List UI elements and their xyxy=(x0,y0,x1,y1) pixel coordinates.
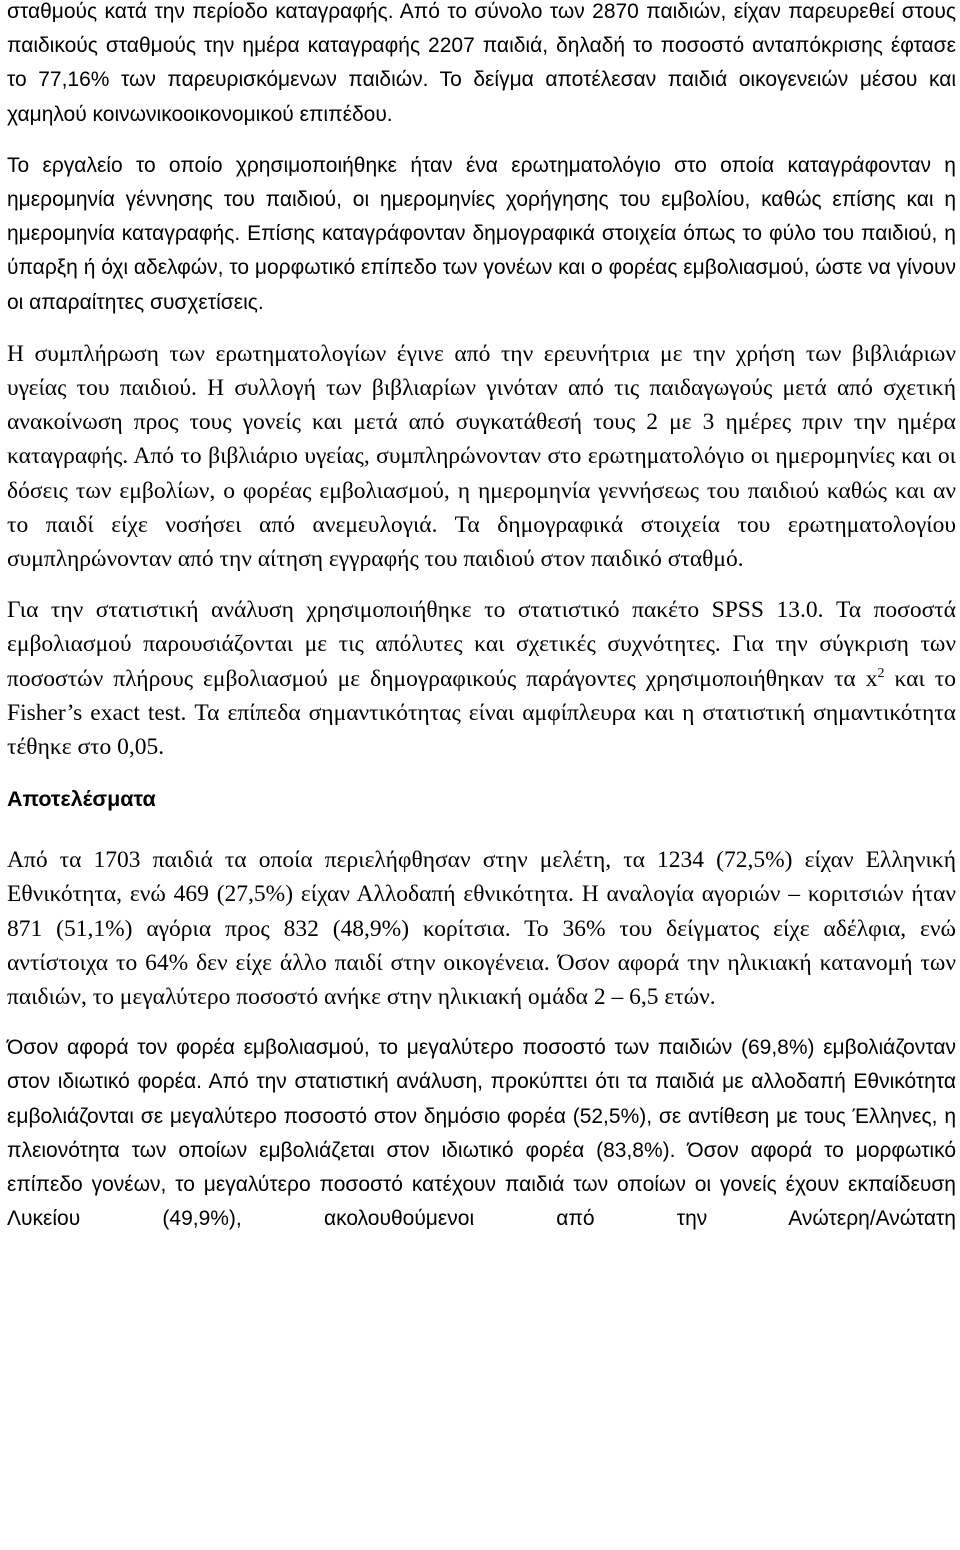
paragraph-sample-description: σταθμούς κατά την περίοδο καταγραφής. Από το σύνολο των 2870 παιδιών, είχαν παρευρεθεί στους παιδικούς σταθμούς την ημέρα καταγραφής 2207 παιδιά, δηλαδή το ποσοστό ανταπόκρισης έφτασε το 77,16% των παρευρισκόμενων παιδιών. Το δείγμα αποτέλεσαν παιδιά οικογενειών μέσου και χαμηλού κοινωνικοοικονομικού επιπέδου. xyxy=(7,0,956,126)
stats-superscript: 2 xyxy=(877,665,885,681)
results-heading: Αποτελέσματα xyxy=(7,787,156,812)
paragraph-results-vaccination-provider: Όσον αφορά τον φορέα εμβολιασμού, το μεγαλύτερο ποσοστό των παιδιών (69,8%) εμβολιάζονταν στον ιδιωτικό φορέα. Από την στατιστική ανάλυση, προκύπτει ότι τα παιδιά με αλλοδαπή Εθνικότητα εμβολιάζονται σε μεγαλύτερο ποσοστό στον δημόσιο φορέα (52,5%), σε αντίθεση με τους Έλληνες, η πλειονότητα των οποίων εμβολιάζεται στον ιδιωτικό φορέα (83,8%). Όσον αφορά το μορφωτικό επίπεδο γονέων, το μεγαλύτερο ποσοστό κατέχουν παιδιά των οποίων οι γονείς έχουν εκπαίδευση Λυκείου (49,9%), ακολουθούμενοι από την Ανώτερη/Ανώτατη xyxy=(7,1036,956,1231)
paragraph-data-collection: Η συμπλήρωση των ερωτηματολογίων έγινε από την ερευνήτρια με την χρήση των βιβλιάριων υγείας του παιδιού. Η συλλογή των βιβλιαρίων γινόταν από τις παιδαγωγούς μετά από σχετική ανακοίνωση προς τους γονείς και μετά από συγκατάθεσή τους 2 με 3 ημέρες πριν την ημέρα καταγραφής. Από το βιβλιάριο υγείας, συμπληρώνονταν στο ερωτηματολόγιο οι ημερομηνίες και οι δόσεις των εμβολίων, ο φορέας εμβολιασμού, η ημερομηνία γεννήσεως του παιδιού καθώς και αν το παιδί είχε νοσήσει από ανεμευλογιά. Τα δημογραφικά στοιχεία του ερωτηματολογίου συμπληρώνονταν από την αίτηση εγγραφής του παιδιού στον παιδικό σταθμό. xyxy=(7,340,956,573)
paragraph-statistical-analysis xyxy=(7,593,956,764)
paragraph-questionnaire-tool: Το εργαλείο το οποίο χρησιμοποιήθηκε ήταν ένα ερωτηματολόγιο στο οποία καταγράφονταν η ημερομηνία γέννησης του παιδιού, οι ημερομηνίες χορήγησης του εμβολίου, καθώς επίσης και η ημερομηνία καταγραφής. Επίσης καταγράφονταν δημογραφικά στοιχεία όπως το φύλο του παιδιού, η ύπαρξη ή όχι αδελφών, το μορφωτικό επίπεδο των γονέων και ο φορέας εμβολιασμού, ώστε να γίνουν οι απαραίτητες συσχετίσεις. xyxy=(7,153,956,314)
stats-text-part1: Για την στατιστική ανάλυση χρησιμοποιήθηκε το στατιστικό πακέτο SPSS 13.0. Τα ποσοστά εμβολιασμού παρουσιάζονται με τις απόλυτες και σχετικές συχνότητες. Για την σύγκριση των ποσοστών πλήρους εμβολιασμού με δημογραφικούς παράγοντες χρησιμοποιήθηκαν τα x xyxy=(7,597,956,692)
paragraph-results-demographics: Από τα 1703 παιδιά τα οποία περιελήφθησαν στην μελέτη, τα 1234 (72,5%) είχαν Ελληνική Εθνικότητα, ενώ 469 (27,5%) είχαν Αλλοδαπή εθνικότητα. Η αναλογία αγοριών – κοριτσιών ήταν 871 (51,1%) αγόρια προς 832 (48,9%) κορίτσια. Το 36% του δείγματος είχε αδέλφια, ενώ αντίστοιχα το 64% δεν είχε άλλο παιδί στην οικογένεια. Όσον αφορά την ηλικιακή κατανομή των παιδιών, το μεγαλύτερο ποσοστό ανήκε στην ηλικιακή ομάδα 2 – 6,5 ετών. xyxy=(7,847,956,1011)
stats-text-part2: και το Fisher’s exact test. Τα επίπεδα σημαντικότητας είναι αμφίπλευρα και η στατιστική σημαντικότητα τέθηκε στο 0,05. xyxy=(7,665,956,761)
document-page xyxy=(7,0,956,1254)
